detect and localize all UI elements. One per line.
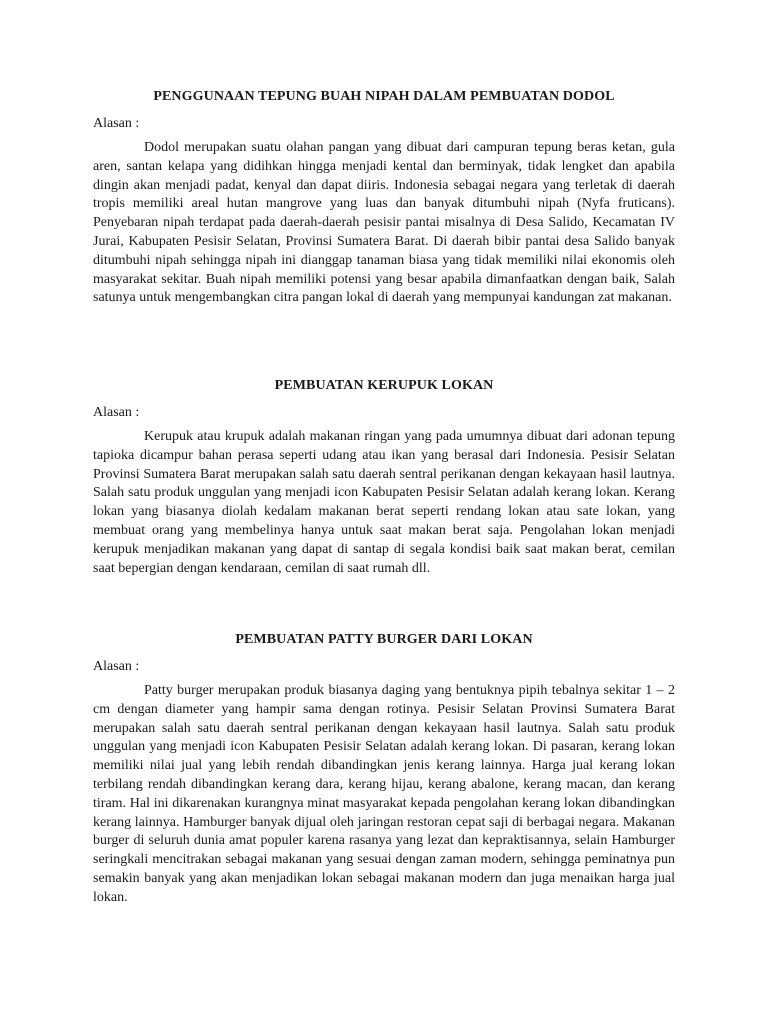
- section-title: PENGGUNAAN TEPUNG BUAH NIPAH DALAM PEMBUATAN DODOL: [153, 89, 615, 104]
- reason-label: Alasan :: [93, 116, 140, 131]
- section-body: Kerupuk atau krupuk adalah makanan ringan yang pada umumnya dibuat dari adonan tepung tapioka dicampur bahan perasa seperti udang atau ikan yang berasal dari Indonesia. Pesisir Selatan Provinsi Sumatera Barat merupakan salah satu daerah sentral perikanan dengan kekayaan hasil lautnya. Salah satu produk unggulan yang menjadi icon Kabupaten Pesisir Selatan adalah kerang lokan. Kerang lokan yang biasanya diolah kedalam makanan berat seperti rendang lokan atau sate lokan, yang membuat orang yang membelinya hanya untuk saat makan berat saja. Pengolahan lokan menjadi kerupuk menjadikan makanan yang dapat di santap di segala kondisi baik saat makan berat, cemilan saat bepergian dengan kendaraan, cemilan di saat rumah dll.: [93, 429, 675, 576]
- section-patty-burger: [93, 631, 675, 908]
- section-title: PEMBUATAN PATTY BURGER DARI LOKAN: [235, 632, 533, 647]
- section-kerupuk-lokan: [93, 377, 675, 578]
- reason-label: Alasan :: [93, 405, 140, 420]
- section-body: Dodol merupakan suatu olahan pangan yang dibuat dari campuran tepung beras ketan, gula aren, santan kelapa yang didihkan hingga menjadi kental dan berminyak, tidak lengket dan apabila dingin akan menjadi padat, kenyal dan dapat diiris. Indonesia sebagai negara yang terletak di daerah tropis memiliki areal hutan mangrove yang luas dan banyak ditumbuhi nipah (Nyfa fruticans). Penyebaran nipah terdapat pada daerah-daerah pesisir pantai misalnya di Desa Salido, Kecamatan IV Jurai, Kabupaten Pesisir Selatan, Provinsi Sumatera Barat. Di daerah bibir pantai desa Salido banyak ditumbuhi nipah sehingga nipah ini dianggap tanaman biasa yang tidak memiliki nilai ekonomis oleh masyarakat sekitar. Buah nipah memiliki potensi yang besar apabila dimanfaatkan dengan baik, Salah satunya untuk mengembangkan citra pangan lokal di daerah yang mempunyai kandungan zat makanan.: [93, 140, 675, 306]
- section-body: Patty burger merupakan produk biasanya daging yang bentuknya pipih tebalnya sekitar 1 – 2 cm dengan diameter yang hampir sama dengan rotinya. Pesisir Selatan Provinsi Sumatera Barat merupakan salah satu daerah sentral perikanan dengan kekayaan hasil lautnya. Salah satu produk unggulan yang menjadi icon Kabupaten Pesisir Selatan adalah kerang lokan. Di pasaran, kerang lokan memiliki nilai jual yang lebih rendah dibandingkan jenis kerang lainnya. Harga jual kerang lokan terbilang rendah dibandingkan kerang dara, kerang hijau, kerang abalone, kerang macan, dan kerang tiram. Hal ini dikarenakan kurangnya minat masyarakat kepada pengolahan kerang lokan dibandingkan kerang lainnya. Hamburger banyak dijual oleh jaringan restoran cepat saji di berbagai negara. Makanan burger di seluruh dunia amat populer karena rasanya yang lezat dan kepraktisannya, selain Hamburger seringkali mencitrakan sebagai makanan yang sesuai dengan zaman modern, sehingga peminatnya pun semakin banyak yang akan menjadikan lokan sebagai makanan modern dan juga menaikan harga jual lokan.: [93, 683, 675, 905]
- reason-label: Alasan :: [93, 659, 140, 674]
- section-dodol: [93, 88, 675, 308]
- section-title: PEMBUATAN KERUPUK LOKAN: [274, 378, 494, 393]
